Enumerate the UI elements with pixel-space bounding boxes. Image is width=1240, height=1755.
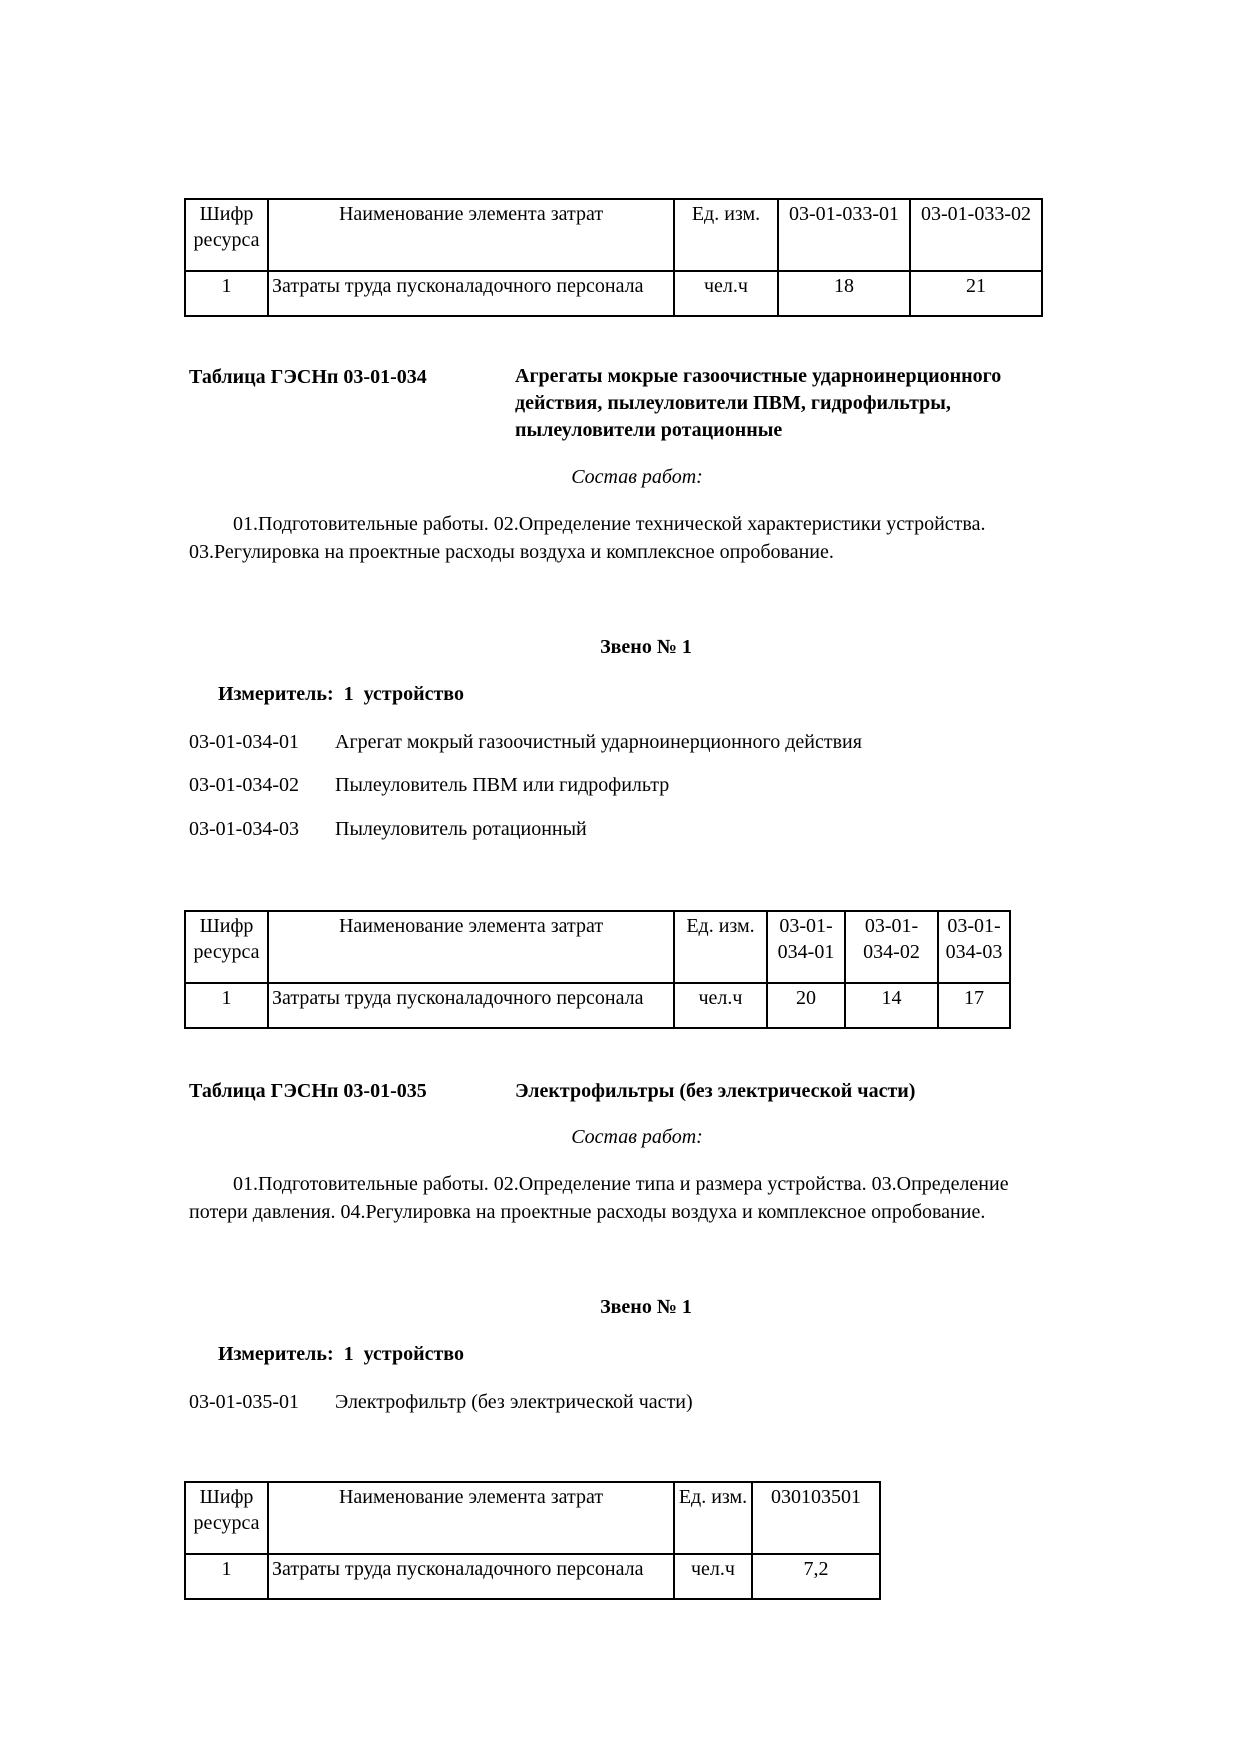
col-header-unit: Ед. изм. bbox=[674, 199, 778, 271]
cell-code: 1 bbox=[185, 983, 268, 1028]
table-row bbox=[185, 271, 1042, 316]
works-text-line: потери давления. 04.Регулировка на проектные расходы воздуха и комплексное опробование. bbox=[189, 1201, 986, 1223]
cell-code: 1 bbox=[185, 271, 268, 316]
item-name: Агрегат мокрый газоочистный ударноинерционного действия bbox=[335, 731, 862, 753]
resource-table-035 bbox=[184, 1481, 881, 1600]
cell-value: 18 bbox=[778, 271, 910, 316]
works-heading: Состав работ: bbox=[571, 466, 703, 488]
works-text-line: 03.Регулировка на проектные расходы воздуха и комплексное опробование. bbox=[189, 541, 834, 563]
table-header-row bbox=[185, 1482, 880, 1554]
meter-label: Измеритель: 1 устройство bbox=[218, 1343, 464, 1365]
resource-table-033 bbox=[184, 198, 1043, 317]
col-header-code: Шифр ресурса bbox=[185, 1482, 268, 1554]
cell-value: 7,2 bbox=[752, 1554, 880, 1599]
table-label: Таблица ГЭСНп 03-01-035 bbox=[189, 1080, 427, 1102]
works-text-line: 01.Подготовительные работы. 02.Определение типа и размера устройства. 03.Определение bbox=[233, 1173, 1009, 1195]
cell-name: Затраты труда пусконаладочного персонала bbox=[268, 271, 674, 316]
col-header-name: Наименование элемента затрат bbox=[268, 199, 674, 271]
cell-value: 17 bbox=[938, 983, 1010, 1028]
cell-name: Затраты труда пусконаладочного персонала bbox=[268, 1554, 674, 1599]
col-header-unit: Ед. изм. bbox=[674, 911, 767, 983]
cell-unit: чел.ч bbox=[674, 983, 767, 1028]
table-title: Агрегаты мокрые газоочистные ударноинерционного действия, пылеуловители ПВМ, гидрофильтры, пылеуловители ротационные bbox=[515, 365, 1002, 441]
cell-value: 14 bbox=[845, 983, 938, 1028]
col-header-unit: Ед. изм. bbox=[674, 1482, 752, 1554]
table-header-row bbox=[185, 911, 1010, 983]
resource-table-034 bbox=[184, 910, 1011, 1029]
col-header-norm: 03-01-034-03 bbox=[938, 911, 1010, 983]
item-code: 03-01-035-01 bbox=[189, 1391, 299, 1413]
table-title: Электрофильтры (без электрической части) bbox=[515, 1080, 916, 1102]
col-header-norm: 03-01-033-02 bbox=[910, 199, 1042, 271]
item-name: Пылеуловитель ротационный bbox=[335, 818, 587, 840]
item-name: Пылеуловитель ПВМ или гидрофильтр bbox=[335, 774, 670, 796]
col-header-name: Наименование элемента затрат bbox=[268, 1482, 674, 1554]
table-header-row bbox=[185, 199, 1042, 271]
item-code: 03-01-034-01 bbox=[189, 731, 299, 753]
cell-value: 20 bbox=[767, 983, 845, 1028]
item-code: 03-01-034-02 bbox=[189, 774, 299, 796]
col-header-norm: 030103501 bbox=[752, 1482, 880, 1554]
item-name: Электрофильтр (без электрической части) bbox=[335, 1391, 693, 1413]
item-code: 03-01-034-03 bbox=[189, 818, 299, 840]
col-header-norm: 03-01-034-02 bbox=[845, 911, 938, 983]
works-heading: Состав работ: bbox=[571, 1126, 703, 1148]
col-header-norm: 03-01-034-01 bbox=[767, 911, 845, 983]
cell-code: 1 bbox=[185, 1554, 268, 1599]
col-header-code: Шифр ресурса bbox=[185, 911, 268, 983]
cell-value: 21 bbox=[910, 271, 1042, 316]
meter-label: Измеритель: 1 устройство bbox=[218, 683, 464, 705]
table-row bbox=[185, 1554, 880, 1599]
col-header-code: Шифр ресурса bbox=[185, 199, 268, 271]
col-header-norm: 03-01-033-01 bbox=[778, 199, 910, 271]
col-header-name: Наименование элемента затрат bbox=[268, 911, 674, 983]
cell-unit: чел.ч bbox=[674, 1554, 752, 1599]
table-row bbox=[185, 983, 1010, 1028]
crew-heading: Звено № 1 bbox=[600, 1296, 692, 1318]
cell-name: Затраты труда пусконаладочного персонала bbox=[268, 983, 674, 1028]
table-label: Таблица ГЭСНп 03-01-034 bbox=[189, 366, 427, 388]
cell-unit: чел.ч bbox=[674, 271, 778, 316]
crew-heading: Звено № 1 bbox=[600, 636, 692, 658]
works-text-line: 01.Подготовительные работы. 02.Определение технической характеристики устройства. bbox=[233, 513, 986, 535]
